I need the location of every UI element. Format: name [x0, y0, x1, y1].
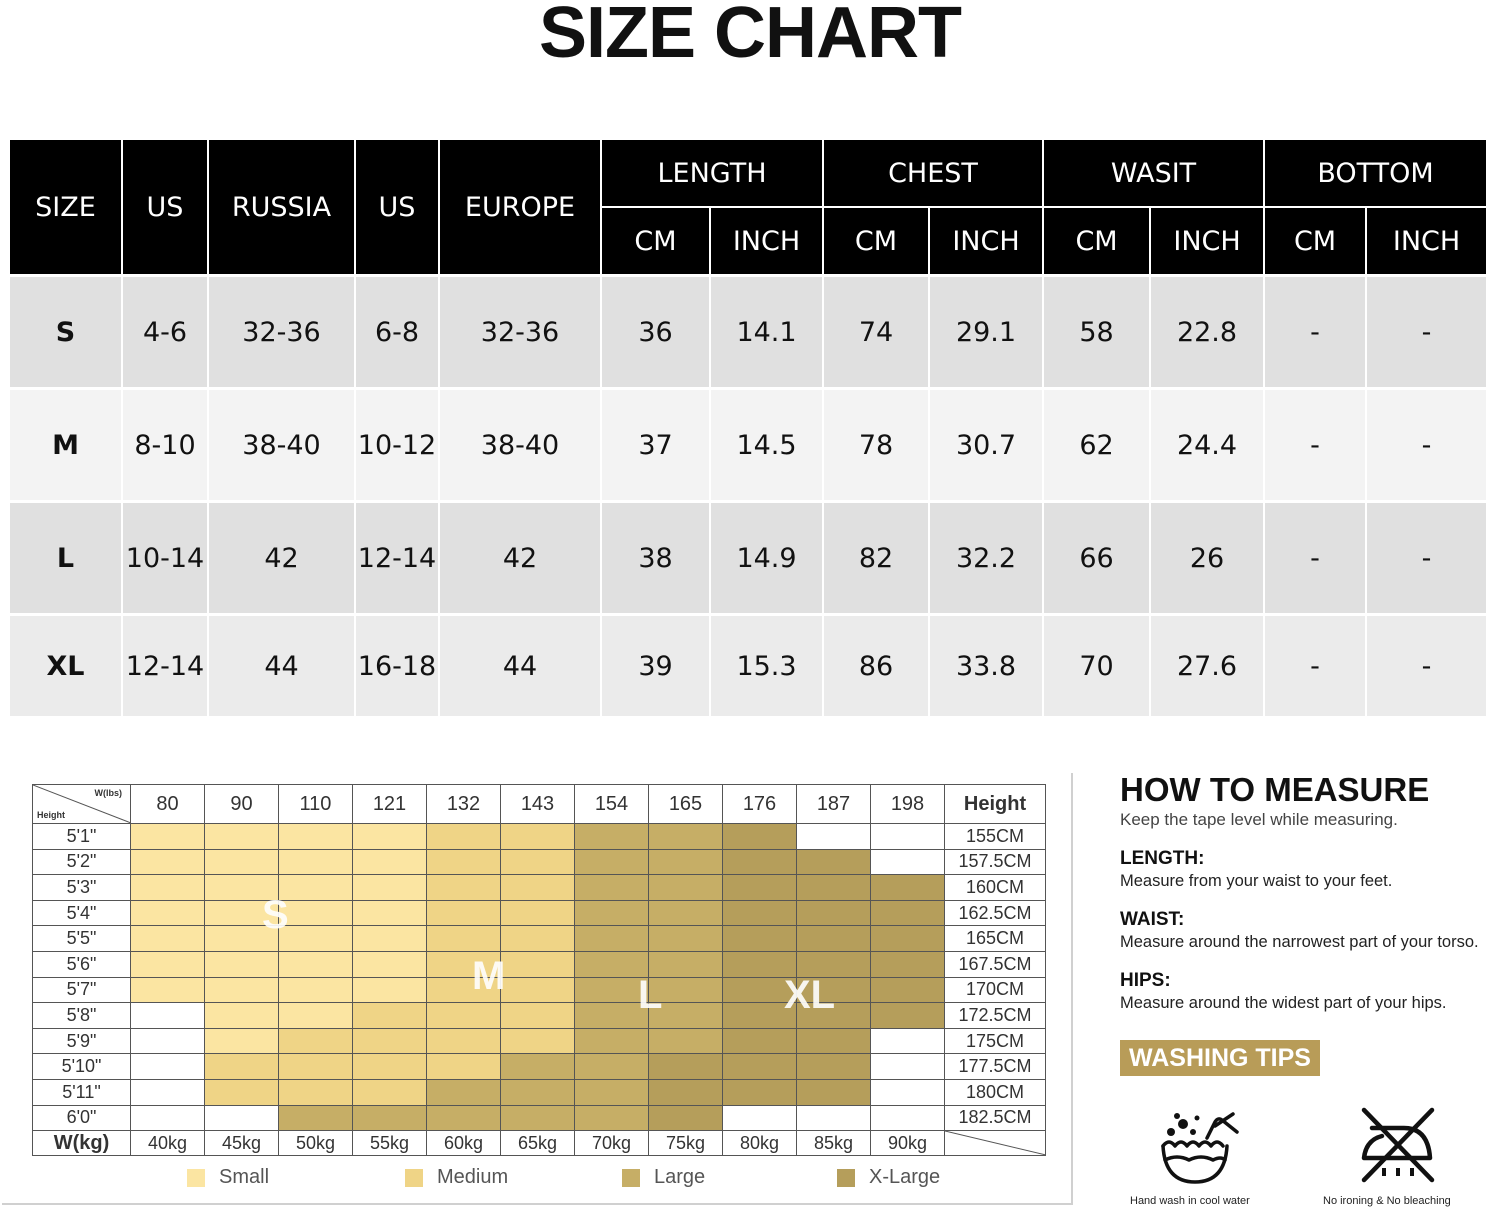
grid-cell — [353, 1028, 427, 1054]
header-inch: INCH — [929, 207, 1043, 276]
table-cell: 58 — [1043, 276, 1150, 389]
table-cell: 4-6 — [122, 276, 208, 389]
page-title: SIZE CHART — [539, 0, 961, 73]
grid-cell — [131, 875, 205, 901]
weight-lbs-header: 165 — [649, 785, 723, 824]
height-ft-label: 5'9" — [33, 1028, 131, 1054]
table-cell: 8-10 — [122, 389, 208, 502]
grid-cell — [501, 900, 575, 926]
grid-cell — [427, 1003, 501, 1029]
grid-cell — [649, 875, 723, 901]
table-cell: 29.1 — [929, 276, 1043, 389]
weight-kg-label: 90kg — [871, 1131, 945, 1156]
table-cell: 62 — [1043, 389, 1150, 502]
height-cm-label: 160CM — [945, 875, 1046, 901]
table-cell: 74 — [823, 276, 929, 389]
height-ft-label: 5'1" — [33, 824, 131, 850]
table-cell: 6-8 — [355, 276, 439, 389]
grid-cell — [279, 875, 353, 901]
table-cell: 38-40 — [439, 389, 601, 502]
grid-corner-bottom — [945, 1131, 1046, 1156]
legend-label: X-Large — [869, 1166, 941, 1188]
table-cell: - — [1264, 615, 1366, 717]
grid-cell — [649, 1079, 723, 1105]
header-europe: EUROPE — [439, 139, 601, 276]
table-cell: - — [1366, 276, 1486, 389]
grid-cell — [575, 1105, 649, 1131]
height-cm-label: 175CM — [945, 1028, 1046, 1054]
grid-cell — [649, 1054, 723, 1080]
weight-lbs-header: 143 — [501, 785, 575, 824]
grid-cell — [797, 875, 871, 901]
grid-cell — [205, 1105, 279, 1131]
grid-cell — [797, 824, 871, 850]
weight-kg-label: 55kg — [353, 1131, 427, 1156]
table-cell: 14.5 — [710, 389, 823, 502]
grid-cell — [871, 977, 945, 1003]
grid-cell — [427, 849, 501, 875]
legend-swatch — [622, 1169, 640, 1187]
grid-cell — [649, 849, 723, 875]
grid-cell — [131, 849, 205, 875]
grid-cell — [501, 1054, 575, 1080]
header-bottom: BOTTOM — [1264, 139, 1486, 207]
weight-kg-label: 50kg — [279, 1131, 353, 1156]
grid-cell — [501, 1105, 575, 1131]
legend-label: Medium — [437, 1166, 509, 1188]
height-cm-label: 170CM — [945, 977, 1046, 1003]
table-cell: 42 — [439, 502, 601, 615]
no-ironing-caption: No ironing & No bleaching — [1323, 1195, 1451, 1207]
grid-cell — [427, 1079, 501, 1105]
weight-lbs-header: 198 — [871, 785, 945, 824]
grid-cell — [797, 1054, 871, 1080]
table-cell: 26 — [1150, 502, 1264, 615]
grid-cell — [353, 875, 427, 901]
weight-kg-label: 75kg — [649, 1131, 723, 1156]
height-cm-label: 177.5CM — [945, 1054, 1046, 1080]
weight-lbs-header: 154 — [575, 785, 649, 824]
table-row — [9, 276, 1486, 389]
size-cell: L — [9, 502, 122, 615]
grid-cell — [575, 1054, 649, 1080]
table-cell: - — [1264, 389, 1366, 502]
grid-cell — [131, 1105, 205, 1131]
grid-cell — [205, 824, 279, 850]
legend-swatch — [837, 1169, 855, 1187]
grid-cell — [353, 1105, 427, 1131]
grid-cell — [723, 1028, 797, 1054]
table-cell: - — [1366, 389, 1486, 502]
grid-cell — [575, 1028, 649, 1054]
grid-cell — [649, 926, 723, 952]
height-ft-label: 5'4" — [33, 900, 131, 926]
weight-kg-label: 40kg — [131, 1131, 205, 1156]
grid-row — [33, 1105, 1046, 1131]
grid-cell — [131, 1003, 205, 1029]
grid-cell — [279, 1003, 353, 1029]
grid-cell — [871, 1105, 945, 1131]
table-cell: 33.8 — [929, 615, 1043, 717]
grid-row — [33, 1079, 1046, 1105]
size-cell: S — [9, 276, 122, 389]
grid-cell — [427, 1028, 501, 1054]
grid-row — [33, 1028, 1046, 1054]
header-us: US — [355, 139, 439, 276]
height-ft-label: 6'0" — [33, 1105, 131, 1131]
grid-cell — [205, 951, 279, 977]
measure-waist-label: WAIST: — [1120, 909, 1185, 930]
grid-cell — [279, 1105, 353, 1131]
grid-cell — [575, 849, 649, 875]
weight-lbs-header: 187 — [797, 785, 871, 824]
table-cell: 86 — [823, 615, 929, 717]
grid-cell — [723, 824, 797, 850]
grid-row — [33, 900, 1046, 926]
grid-cell — [353, 1054, 427, 1080]
table-cell: - — [1366, 615, 1486, 717]
grid-cell — [649, 1105, 723, 1131]
grid-cell — [279, 1028, 353, 1054]
legend-x-large — [837, 1166, 940, 1189]
table-cell: 66 — [1043, 502, 1150, 615]
grid-cell — [279, 900, 353, 926]
grid-cell — [353, 900, 427, 926]
table-cell: 32-36 — [208, 276, 355, 389]
height-ft-label: 5'3" — [33, 875, 131, 901]
grid-cell — [205, 849, 279, 875]
grid-cell — [723, 1105, 797, 1131]
weight-lbs-header: 110 — [279, 785, 353, 824]
grid-cell — [723, 1054, 797, 1080]
grid-cell — [427, 875, 501, 901]
header-us: US — [122, 139, 208, 276]
table-cell: 14.1 — [710, 276, 823, 389]
height-cm-label: 157.5CM — [945, 849, 1046, 875]
grid-cell — [575, 926, 649, 952]
table-row — [9, 502, 1486, 615]
grid-row — [33, 849, 1046, 875]
grid-cell — [131, 1054, 205, 1080]
grid-cell — [871, 951, 945, 977]
height-ft-label: 5'7" — [33, 977, 131, 1003]
height-cm-label: 180CM — [945, 1079, 1046, 1105]
grid-cell — [575, 875, 649, 901]
table-cell: 82 — [823, 502, 929, 615]
table-cell: 12-14 — [122, 615, 208, 717]
legend-label: Large — [654, 1166, 706, 1188]
legend-large — [622, 1166, 705, 1189]
grid-row — [33, 824, 1046, 850]
measure-waist-desc: Measure around the narrowest part of your torso. — [1120, 933, 1479, 951]
table-cell: 38-40 — [208, 389, 355, 502]
grid-cell — [575, 1079, 649, 1105]
legend-medium — [405, 1166, 508, 1189]
grid-cell — [131, 977, 205, 1003]
table-cell: 15.3 — [710, 615, 823, 717]
grid-cell — [353, 824, 427, 850]
table-cell: 24.4 — [1150, 389, 1264, 502]
grid-cell — [871, 926, 945, 952]
table-cell: 42 — [208, 502, 355, 615]
table-cell: 44 — [208, 615, 355, 717]
header-cm: CM — [823, 207, 929, 276]
grid-cell — [501, 849, 575, 875]
grid-cell — [871, 1003, 945, 1029]
legend-small — [187, 1166, 269, 1189]
zone-label-s: S — [262, 893, 289, 937]
size-cell: M — [9, 389, 122, 502]
table-cell: 38 — [601, 502, 710, 615]
grid-row — [33, 926, 1046, 952]
table-cell: 30.7 — [929, 389, 1043, 502]
grid-cell — [279, 824, 353, 850]
grid-cell — [797, 926, 871, 952]
weight-lbs-header: 176 — [723, 785, 797, 824]
grid-cell — [723, 1079, 797, 1105]
table-row — [9, 615, 1486, 717]
measure-length-desc: Measure from your waist to your feet. — [1120, 872, 1393, 890]
legend-label: Small — [219, 1166, 270, 1188]
measure-length-label: LENGTH: — [1120, 848, 1205, 869]
no-ironing-icon — [1358, 1106, 1438, 1190]
weight-kg-label: 70kg — [575, 1131, 649, 1156]
grid-row — [33, 951, 1046, 977]
grid-cell — [871, 1054, 945, 1080]
grid-cell — [501, 1079, 575, 1105]
height-cm-label: 165CM — [945, 926, 1046, 952]
grid-cell — [205, 1003, 279, 1029]
grid-cell — [871, 824, 945, 850]
grid-cell — [501, 875, 575, 901]
grid-kg-row — [33, 1131, 1046, 1156]
header-length: LENGTH — [601, 139, 823, 207]
grid-header-row — [33, 785, 1046, 824]
kg-row-label: W(kg) — [33, 1131, 131, 1156]
table-cell: - — [1366, 502, 1486, 615]
grid-cell — [723, 875, 797, 901]
height-ft-label: 5'10" — [33, 1054, 131, 1080]
table-cell: 10-12 — [355, 389, 439, 502]
grid-cell — [279, 951, 353, 977]
grid-cell — [353, 926, 427, 952]
grid-cell — [353, 1079, 427, 1105]
grid-cell — [279, 849, 353, 875]
grid-cell — [205, 977, 279, 1003]
table-row — [9, 389, 1486, 502]
table-cell: - — [1264, 502, 1366, 615]
grid-row — [33, 1054, 1046, 1080]
grid-row — [33, 1003, 1046, 1029]
grid-cell — [427, 926, 501, 952]
washing-tips-badge: WASHING TIPS — [1120, 1040, 1320, 1076]
table-cell: - — [1264, 276, 1366, 389]
table-cell: 78 — [823, 389, 929, 502]
weight-kg-label: 60kg — [427, 1131, 501, 1156]
header-cm: CM — [1264, 207, 1366, 276]
height-ft-label: 5'6" — [33, 951, 131, 977]
header-cm: CM — [1043, 207, 1150, 276]
grid-cell — [131, 1028, 205, 1054]
grid-cell — [131, 824, 205, 850]
grid-cell — [723, 900, 797, 926]
grid-cell — [353, 849, 427, 875]
grid-row — [33, 875, 1046, 901]
header-inch: INCH — [1150, 207, 1264, 276]
grid-cell — [279, 977, 353, 1003]
grid-cell — [575, 900, 649, 926]
size-cell: XL — [9, 615, 122, 717]
how-to-measure — [1120, 772, 1500, 1013]
header-inch: INCH — [1366, 207, 1486, 276]
header-cm: CM — [601, 207, 710, 276]
grid-cell — [501, 1003, 575, 1029]
header-chest: CHEST — [823, 139, 1043, 207]
weight-kg-label: 85kg — [797, 1131, 871, 1156]
grid-cell — [353, 951, 427, 977]
height-cm-label: 172.5CM — [945, 1003, 1046, 1029]
grid-cell — [205, 1028, 279, 1054]
grid-cell — [501, 977, 575, 1003]
grid-cell — [501, 951, 575, 977]
grid-cell — [279, 1079, 353, 1105]
grid-cell — [871, 900, 945, 926]
grid-cell — [871, 1079, 945, 1105]
weight-lbs-header: 132 — [427, 785, 501, 824]
grid-cell — [131, 951, 205, 977]
grid-cell — [353, 1003, 427, 1029]
weight-kg-label: 80kg — [723, 1131, 797, 1156]
grid-cell — [131, 1079, 205, 1105]
weight-kg-label: 65kg — [501, 1131, 575, 1156]
grid-row — [33, 977, 1046, 1003]
table-cell: 10-14 — [122, 502, 208, 615]
height-cm-label: 162.5CM — [945, 900, 1046, 926]
measure-hips-desc: Measure around the widest part of your hips. — [1120, 994, 1447, 1012]
grid-cell — [501, 1028, 575, 1054]
corner-height-label: Height — [37, 810, 65, 820]
size-table — [8, 138, 1486, 716]
grid-cell — [279, 926, 353, 952]
height-ft-label: 5'5" — [33, 926, 131, 952]
height-ft-label: 5'8" — [33, 1003, 131, 1029]
grid-cell — [427, 1054, 501, 1080]
height-cm-header: Height — [945, 785, 1046, 824]
grid-cell — [205, 1054, 279, 1080]
table-cell: 37 — [601, 389, 710, 502]
grid-cell — [871, 1028, 945, 1054]
grid-cell — [649, 1028, 723, 1054]
zone-label-m: M — [472, 954, 506, 998]
table-cell: 36 — [601, 276, 710, 389]
weight-lbs-header: 80 — [131, 785, 205, 824]
height-ft-label: 5'11" — [33, 1079, 131, 1105]
table-cell: 32-36 — [439, 276, 601, 389]
grid-cell — [797, 1028, 871, 1054]
header-inch: INCH — [710, 207, 823, 276]
grid-cell — [427, 824, 501, 850]
grid-cell — [797, 849, 871, 875]
table-cell: 27.6 — [1150, 615, 1264, 717]
grid-corner — [33, 785, 131, 824]
how-to-measure-subtitle: Keep the tape level while measuring. — [1120, 810, 1398, 829]
height-ft-label: 5'2" — [33, 849, 131, 875]
header-russia: RUSSIA — [208, 139, 355, 276]
grid-cell — [205, 1079, 279, 1105]
weight-kg-label: 45kg — [205, 1131, 279, 1156]
zone-label-l: L — [638, 973, 663, 1017]
height-cm-label: 155CM — [945, 824, 1046, 850]
height-cm-label: 182.5CM — [945, 1105, 1046, 1131]
grid-cell — [797, 1105, 871, 1131]
grid-cell — [871, 875, 945, 901]
grid-cell — [131, 900, 205, 926]
hand-wash-icon — [1155, 1108, 1245, 1192]
weight-lbs-header: 90 — [205, 785, 279, 824]
grid-cell — [723, 849, 797, 875]
grid-cell — [131, 926, 205, 952]
grid-cell — [575, 824, 649, 850]
table-cell: 44 — [439, 615, 601, 717]
corner-weight-label: W(lbs) — [94, 788, 122, 798]
grid-cell — [501, 824, 575, 850]
table-cell: 16-18 — [355, 615, 439, 717]
height-cm-label: 167.5CM — [945, 951, 1046, 977]
weight-lbs-header: 121 — [353, 785, 427, 824]
table-cell: 22.8 — [1150, 276, 1264, 389]
header-size: SIZE — [9, 139, 122, 276]
grid-cell — [871, 849, 945, 875]
table-cell: 32.2 — [929, 502, 1043, 615]
header-waist: WASIT — [1043, 139, 1264, 207]
grid-cell — [427, 900, 501, 926]
height-weight-grid — [32, 784, 1046, 1156]
table-cell: 14.9 — [710, 502, 823, 615]
grid-cell — [501, 926, 575, 952]
grid-cell — [797, 1079, 871, 1105]
table-cell: 12-14 — [355, 502, 439, 615]
how-to-measure-heading: HOW TO MEASURE — [1120, 771, 1430, 808]
hand-wash-caption: Hand wash in cool water — [1130, 1195, 1250, 1207]
grid-cell — [427, 1105, 501, 1131]
legend-swatch — [187, 1169, 205, 1187]
grid-cell — [723, 926, 797, 952]
legend-swatch — [405, 1169, 423, 1187]
grid-cell — [649, 900, 723, 926]
measure-hips-label: HIPS: — [1120, 970, 1171, 991]
grid-cell — [279, 1054, 353, 1080]
grid-cell — [353, 977, 427, 1003]
table-cell: 39 — [601, 615, 710, 717]
table-cell: 70 — [1043, 615, 1150, 717]
grid-cell — [797, 900, 871, 926]
zone-label-xl: XL — [784, 973, 836, 1017]
grid-cell — [649, 824, 723, 850]
